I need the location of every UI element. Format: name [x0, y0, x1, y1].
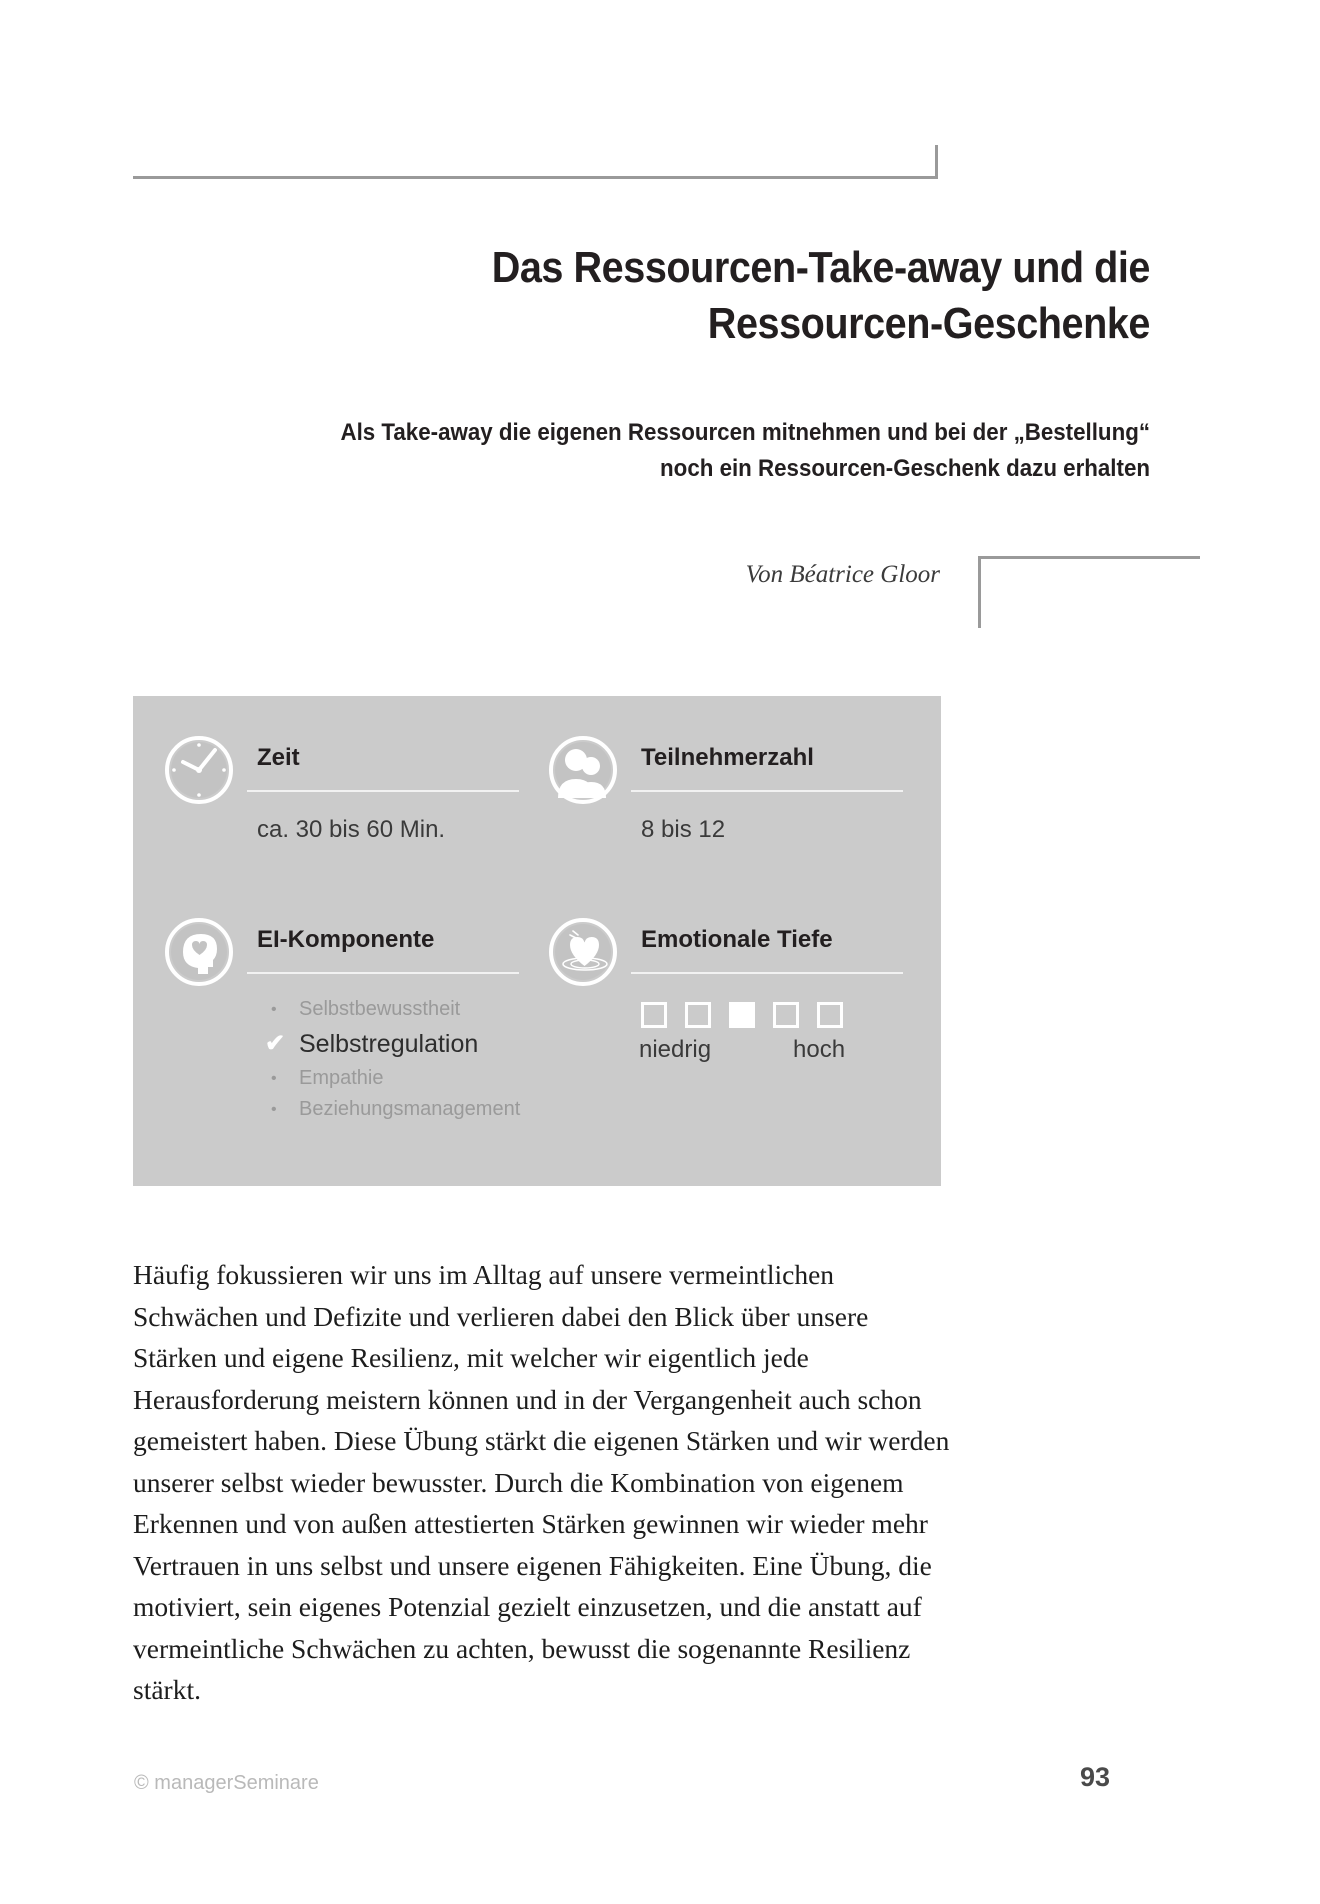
byline-rule-vertical: [978, 556, 981, 628]
info-cell-teilnehmerzahl-label: Teilnehmerzahl: [641, 744, 814, 771]
head-heart-icon: [161, 914, 237, 990]
emotionale-tiefe-scale: [641, 1002, 861, 1068]
info-cell-ei-komponente-label: EI-Komponente: [257, 926, 435, 953]
check-icon: ✔: [265, 1030, 286, 1057]
top-rule-horizontal: [133, 176, 938, 179]
scale-box-2[interactable]: [685, 1002, 711, 1028]
info-cell-zeit-underline: [247, 790, 519, 792]
page-title-line-1: Das Ressourcen-Take-away und die: [491, 243, 1150, 292]
scale-box-1[interactable]: [641, 1002, 667, 1028]
scale-box-row: [641, 1002, 861, 1028]
page-subtitle: [220, 415, 1150, 488]
byline-rule-horizontal: [978, 556, 1200, 559]
scale-box-4[interactable]: [773, 1002, 799, 1028]
list-item[interactable]: [257, 1094, 520, 1125]
ei-komponente-list: [257, 994, 520, 1125]
page-title: [250, 240, 1150, 353]
scale-label-low: niedrig: [639, 1036, 712, 1063]
scale-label-high: hoch: [793, 1036, 846, 1063]
bullet-icon: •: [271, 1101, 277, 1118]
info-cell-teilnehmerzahl-underline: [631, 790, 903, 792]
bullet-icon: •: [271, 1070, 277, 1087]
info-cell-ei-komponente-underline: [247, 972, 519, 974]
body-paragraph: Häufig fokussieren wir uns im Alltag auf unsere vermeintlichen Schwächen und Defizite und verlieren dabei den Blick über unsere Stärken und eigene Resilienz, mit welcher wir eigentlich jede Herausforderung meistern können und in der Vergangenheit auch schon gemeistert haben. Diese Übung stärkt die eigenen Stärken und wir werden unserer selbst wieder bewusster. Durch die Kombination von eigenem Erkennen und von außen attestierten Stärken gewinnen wir wieder mehr Vertrauen in uns selbst und unsere eigenen Fähigkeiten. Eine Übung, die motiviert, sein eigenes Potenzial gezielt einzusetzen, und die anstatt auf vermeintliche Schwächen zu achten, bewusst die sogenannte Resilienz stärkt.: [133, 1259, 950, 1705]
heart-ripple-icon: [545, 914, 621, 990]
scale-box-3-selected[interactable]: [729, 1002, 755, 1028]
scale-box-5[interactable]: [817, 1002, 843, 1028]
scale-labels: [641, 1036, 861, 1068]
bullet-icon: •: [271, 1001, 277, 1018]
list-item-label: Beziehungsmanagement: [299, 1098, 521, 1120]
footer-copyright: © managerSeminare: [134, 1772, 319, 1794]
top-rule-vertical: [935, 145, 938, 179]
list-item-label: Selbstregulation: [299, 1030, 479, 1058]
info-cell-zeit-value: ca. 30 bis 60 Min.: [257, 816, 446, 843]
page-number: 93: [1080, 1762, 1111, 1792]
page-subtitle-line-2: noch ein Ressourcen-Geschenk dazu erhalten: [660, 455, 1150, 483]
byline: Von Béatrice Gloor: [745, 561, 940, 588]
info-box: [133, 696, 941, 1186]
page-title-line-2: Ressourcen-Geschenke: [707, 299, 1150, 349]
list-item[interactable]: [257, 994, 520, 1025]
info-cell-teilnehmerzahl-value: 8 bis 12: [641, 816, 726, 843]
list-item-label: Empathie: [299, 1067, 384, 1089]
clock-icon: [161, 732, 237, 808]
page-subtitle-line-1: Als Take-away die eigenen Ressourcen mitnehmen und bei der „Bestellung“: [340, 419, 1150, 446]
info-cell-emotionale-tiefe-underline: [631, 972, 903, 974]
list-item[interactable]: [257, 1025, 520, 1063]
info-cell-zeit-label: Zeit: [257, 744, 300, 771]
list-item[interactable]: [257, 1063, 520, 1094]
info-cell-emotionale-tiefe-label: Emotionale Tiefe: [641, 926, 833, 953]
people-icon: [545, 732, 621, 808]
list-item-label: Selbstbewusstheit: [299, 998, 461, 1020]
